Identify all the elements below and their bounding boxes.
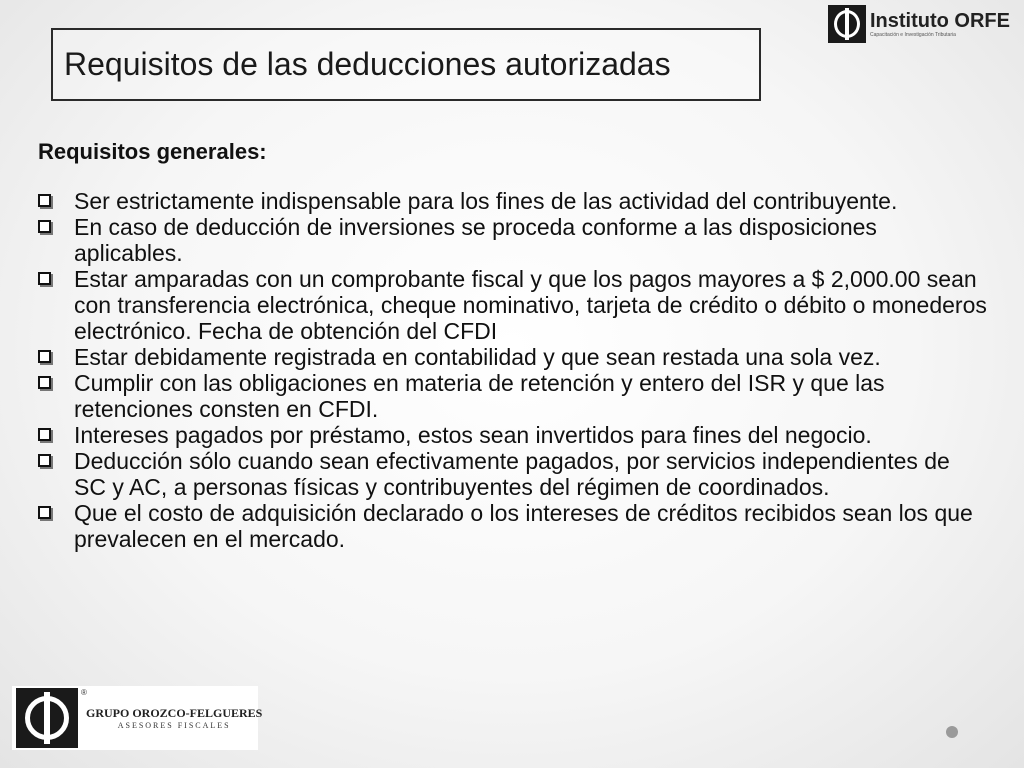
checkbox-icon bbox=[38, 220, 51, 233]
list-item-text: Estar amparadas con un comprobante fiscal y que los pagos mayores a $ 2,000.00 sean con transferencia electrónica, cheque nominativo, tarjeta de crédito o débito o monederos electrónico. Fecha de obtención del CFDI bbox=[74, 266, 987, 344]
phi-logo-icon bbox=[828, 5, 866, 43]
registered-mark: ® bbox=[81, 688, 87, 697]
list-item bbox=[38, 370, 988, 422]
checkbox-icon bbox=[38, 194, 51, 207]
checkbox-icon bbox=[38, 272, 51, 285]
list-item bbox=[38, 422, 988, 448]
checkbox-icon bbox=[38, 376, 51, 389]
checkbox-icon bbox=[38, 428, 51, 441]
instituto-orfe-logo bbox=[828, 4, 1018, 44]
phi-logo-icon bbox=[16, 688, 78, 748]
grupo-orozco-felgueres-logo bbox=[12, 686, 263, 750]
list-item-text: Deducción sólo cuando sean efectivamente pagados, por servicios independientes de SC y AC, a personas físicas y contribuyentes del régimen de coordinados. bbox=[74, 448, 950, 500]
list-item bbox=[38, 448, 988, 500]
list-item bbox=[38, 214, 988, 266]
requirements-list bbox=[38, 188, 988, 552]
logo-tagline: Capacitación e Investigación Tributaria bbox=[870, 31, 956, 38]
list-item-text: Ser estrictamente indispensable para los fines de las actividad del contribuyente. bbox=[74, 188, 898, 214]
checkbox-icon bbox=[38, 454, 51, 467]
slide-dot-icon[interactable] bbox=[946, 726, 958, 738]
list-item-text: En caso de deducción de inversiones se proceda conforme a las disposiciones aplicables. bbox=[74, 214, 877, 266]
slide-title: Requisitos de las deducciones autorizadas bbox=[64, 46, 671, 82]
logo-company-name: GRUPO OROZCO-FELGUERES bbox=[86, 706, 263, 720]
list-item bbox=[38, 266, 988, 344]
section-subtitle: Requisitos generales: bbox=[38, 139, 267, 164]
list-item-text: Intereses pagados por préstamo, estos sean invertidos para fines del negocio. bbox=[74, 422, 872, 448]
list-item-text: Que el costo de adquisición declarado o los intereses de créditos recibidos sean los que prevalecen en el mercado. bbox=[74, 500, 973, 552]
checkbox-icon bbox=[38, 506, 51, 519]
list-item-text: Cumplir con las obligaciones en materia de retención y entero del ISR y que las retenciones consten en CFDI. bbox=[74, 370, 885, 422]
checkbox-icon bbox=[38, 350, 51, 363]
list-item bbox=[38, 344, 988, 370]
logo-company-subtitle: ASESORES FISCALES bbox=[117, 721, 231, 730]
list-item bbox=[38, 188, 988, 214]
list-item bbox=[38, 500, 988, 552]
logo-name: Instituto ORFE bbox=[870, 9, 1010, 32]
title-box bbox=[51, 28, 761, 101]
list-item-text: Estar debidamente registrada en contabilidad y que sean restada una sola vez. bbox=[74, 344, 881, 370]
